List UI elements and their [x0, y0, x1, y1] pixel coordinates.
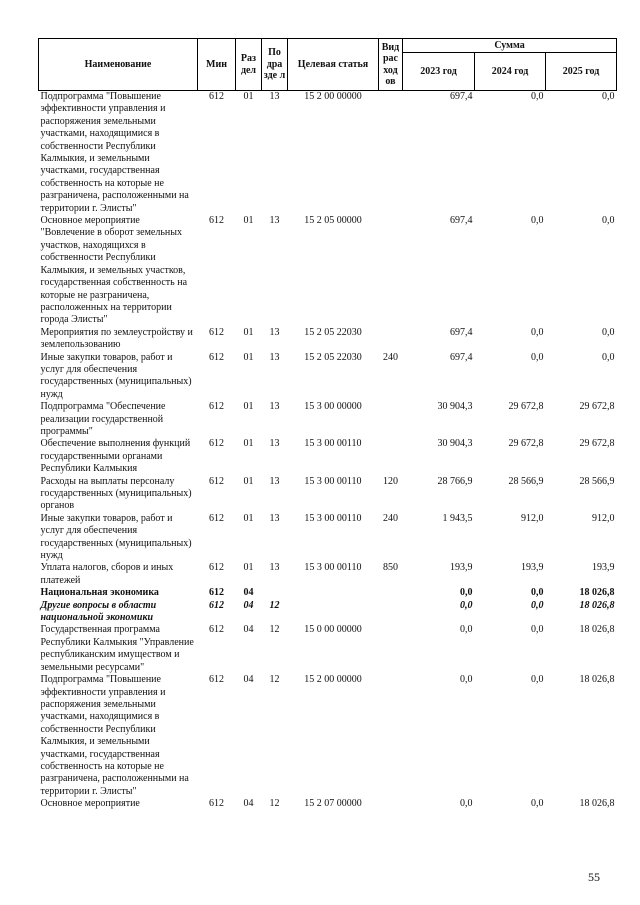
row-sum-2025: 0,0 — [602, 351, 615, 363]
table-row — [39, 624, 617, 674]
row-name: Основное мероприятие "Вовлечение в оборот земельных участков, находящихся в собственности Республики Калмыкия, и земельных участков, государственная собственность на которые не разграничена, расположенных на территории города Элисты" — [40, 215, 188, 326]
row-vid — [379, 587, 403, 599]
row-name: Уплата налогов, сборов и иных платежей — [40, 562, 174, 586]
row-sum-2023: 0,0 — [460, 798, 473, 810]
row-sum-2024: 0,0 — [531, 624, 544, 636]
row-razdel: 01 — [243, 475, 254, 487]
row-sum-2025: 18 026,8 — [579, 587, 615, 599]
row-sum-2024: 0,0 — [531, 326, 544, 338]
row-vid — [379, 91, 403, 216]
row-sum-2024: 912,0 — [521, 512, 544, 524]
row-vid — [379, 438, 403, 475]
row-target: 15 2 05 22030 — [304, 326, 362, 338]
row-vid: 240 — [383, 351, 398, 363]
header-podrazdel: По дра зде л — [262, 39, 288, 91]
row-sum-2025: 18 026,8 — [579, 599, 615, 611]
row-podrazdel: 13 — [269, 562, 280, 574]
table-row — [39, 215, 617, 327]
row-sum-2025: 28 566,9 — [579, 475, 615, 487]
row-sum-2024: 28 566,9 — [508, 475, 544, 487]
row-min: 612 — [209, 562, 224, 574]
table-row — [39, 401, 617, 438]
row-razdel: 04 — [243, 674, 254, 686]
budget-table — [38, 38, 617, 811]
row-razdel: 04 — [243, 599, 254, 611]
row-sum-2023: 30 904,3 — [437, 438, 473, 450]
row-min: 612 — [209, 438, 224, 450]
table-row — [39, 674, 617, 798]
row-vid — [379, 327, 403, 352]
row-razdel: 01 — [243, 215, 254, 227]
row-sum-2023: 0,0 — [460, 587, 473, 599]
row-podrazdel: 12 — [269, 599, 280, 611]
row-podrazdel: 13 — [269, 351, 280, 363]
row-podrazdel: 12 — [269, 674, 280, 686]
row-sum-2025: 0,0 — [602, 91, 615, 102]
table-header — [39, 39, 617, 91]
row-target: 15 3 00 00110 — [304, 512, 362, 524]
table-row — [39, 327, 617, 352]
row-razdel: 01 — [243, 512, 254, 524]
table-row — [39, 562, 617, 587]
row-sum-2023: 697,4 — [450, 326, 473, 338]
header-razdel: Раз дел — [236, 39, 262, 91]
row-min: 612 — [209, 674, 224, 686]
row-name: Обеспечение выполнения функций государственными органами Республики Калмыкия — [40, 438, 191, 475]
row-podrazdel: 13 — [269, 215, 280, 227]
row-sum-2024: 0,0 — [531, 674, 544, 686]
row-sum-2024: 0,0 — [531, 351, 544, 363]
row-min: 612 — [209, 587, 224, 599]
row-sum-2023: 0,0 — [460, 599, 473, 611]
row-podrazdel: 12 — [269, 624, 280, 636]
table-row — [39, 600, 617, 625]
row-razdel: 04 — [243, 587, 254, 599]
row-min: 612 — [209, 91, 224, 102]
row-sum-2024: 0,0 — [531, 599, 544, 611]
row-sum-2023: 193,9 — [450, 562, 473, 574]
row-name: Подпрограмма "Повышение эффективности управления и распоряжения земельными участками, находящимися в собственности Республики Калмыкия, и земельными участками, государственная собственность на которые не разграничена, расположенными на территории г. Элисты" — [40, 674, 189, 797]
row-sum-2024: 0,0 — [531, 798, 544, 810]
row-sum-2024: 0,0 — [531, 215, 544, 227]
row-target: 15 2 05 00000 — [304, 215, 362, 227]
row-sum-2024: 29 672,8 — [508, 401, 544, 413]
row-min: 612 — [209, 624, 224, 636]
row-razdel: 01 — [243, 438, 254, 450]
row-podrazdel — [262, 587, 288, 599]
row-razdel: 01 — [243, 351, 254, 363]
row-target: 15 3 00 00110 — [304, 475, 362, 487]
header-vid: Вид рас ход ов — [379, 39, 403, 91]
row-name: Подпрограмма "Повышение эффективности управления и распоряжения земельными участками, находящимися в собственности Республики Калмыкия, и земельными участками, государственная собственность на которые не разграничена, расположенными на территории г. Элисты" — [40, 91, 189, 214]
row-sum-2023: 1 943,5 — [442, 512, 473, 524]
row-vid — [379, 401, 403, 438]
row-name: Мероприятия по землеустройству и землепользованию — [40, 326, 193, 351]
row-name: Национальная экономика — [40, 587, 159, 599]
table-row — [39, 91, 617, 216]
row-min: 612 — [209, 475, 224, 487]
row-sum-2023: 697,4 — [450, 215, 473, 227]
row-sum-2025: 18 026,8 — [579, 674, 615, 686]
table-row — [39, 476, 617, 513]
row-target: 15 2 05 22030 — [304, 351, 362, 363]
row-name: Государственная программа Республики Калмыкия "Управление республиканским имуществом и земельными ресурсами" — [40, 624, 194, 673]
row-name: Иные закупки товаров, работ и услуг для обеспечения государственных (муниципальных) нужд — [40, 512, 192, 562]
row-sum-2023: 30 904,3 — [437, 401, 473, 413]
row-name: Подпрограмма "Обеспечение реализации государственной программы" — [40, 401, 166, 437]
table-row — [39, 352, 617, 402]
row-podrazdel: 13 — [269, 438, 280, 450]
row-target — [288, 600, 379, 625]
row-razdel: 01 — [243, 562, 254, 574]
row-sum-2025: 29 672,8 — [579, 438, 615, 450]
header-sum: Сумма — [403, 39, 617, 53]
page-number: 55 — [588, 870, 600, 884]
row-target: 15 2 00 00000 — [304, 674, 362, 686]
table-row — [39, 587, 617, 599]
header-2024: 2024 год — [475, 53, 546, 91]
table-row — [39, 798, 617, 810]
row-target: 15 3 00 00000 — [304, 401, 362, 413]
row-name: Другие вопросы в области национальной экономики — [40, 599, 157, 624]
row-sum-2023: 697,4 — [450, 351, 473, 363]
row-min: 612 — [209, 326, 224, 338]
row-vid — [379, 600, 403, 625]
row-vid: 120 — [383, 475, 398, 487]
row-sum-2023: 0,0 — [460, 624, 473, 636]
row-razdel: 01 — [243, 91, 254, 102]
row-vid — [379, 624, 403, 674]
row-razdel: 01 — [243, 326, 254, 338]
row-name: Иные закупки товаров, работ и услуг для обеспечения государственных (муниципальных) нужд — [40, 351, 192, 400]
row-target: 15 2 00 00000 — [304, 91, 362, 102]
row-sum-2025: 29 672,8 — [579, 401, 615, 413]
row-vid — [379, 798, 403, 810]
row-name: Основное мероприятие — [40, 798, 140, 810]
row-sum-2024: 29 672,8 — [508, 438, 544, 450]
row-razdel: 01 — [243, 401, 254, 413]
row-target — [288, 587, 379, 599]
header-2025: 2025 год — [546, 53, 617, 91]
row-sum-2023: 697,4 — [450, 91, 473, 102]
header-name: Наименование — [39, 39, 198, 91]
row-sum-2025: 193,9 — [592, 562, 615, 574]
row-target: 15 2 07 00000 — [304, 798, 362, 810]
row-min: 612 — [209, 401, 224, 413]
row-podrazdel: 13 — [269, 326, 280, 338]
row-min: 612 — [209, 599, 224, 611]
row-name: Расходы на выплаты персоналу государственных (муниципальных) органов — [40, 475, 192, 512]
row-podrazdel: 12 — [269, 798, 280, 810]
row-podrazdel: 13 — [269, 512, 280, 524]
row-sum-2025: 18 026,8 — [579, 624, 615, 636]
row-podrazdel: 13 — [269, 475, 280, 487]
row-razdel: 04 — [243, 798, 254, 810]
row-target: 15 3 00 00110 — [304, 438, 362, 450]
table-row — [39, 438, 617, 475]
row-vid — [379, 215, 403, 327]
header-target: Целевая статья — [288, 39, 379, 91]
row-vid — [379, 674, 403, 798]
table-body — [39, 91, 617, 811]
row-sum-2025: 0,0 — [602, 215, 615, 227]
table-row — [39, 513, 617, 563]
row-podrazdel: 13 — [269, 91, 280, 102]
row-min: 612 — [209, 215, 224, 227]
row-sum-2024: 0,0 — [531, 91, 544, 102]
row-min: 612 — [209, 798, 224, 810]
row-target: 15 0 00 00000 — [304, 624, 362, 636]
header-min: Мин — [198, 39, 236, 91]
row-sum-2023: 0,0 — [460, 674, 473, 686]
row-razdel: 04 — [243, 624, 254, 636]
row-sum-2025: 0,0 — [602, 326, 615, 338]
row-min: 612 — [209, 351, 224, 363]
row-sum-2024: 0,0 — [531, 587, 544, 599]
header-2023: 2023 год — [403, 53, 475, 91]
row-min: 612 — [209, 512, 224, 524]
row-sum-2025: 912,0 — [592, 512, 615, 524]
row-sum-2025: 18 026,8 — [579, 798, 615, 810]
row-sum-2023: 28 766,9 — [437, 475, 473, 487]
row-sum-2024: 193,9 — [521, 562, 544, 574]
row-podrazdel: 13 — [269, 401, 280, 413]
row-vid: 850 — [383, 562, 398, 574]
row-vid: 240 — [383, 512, 398, 524]
row-target: 15 3 00 00110 — [304, 562, 362, 574]
